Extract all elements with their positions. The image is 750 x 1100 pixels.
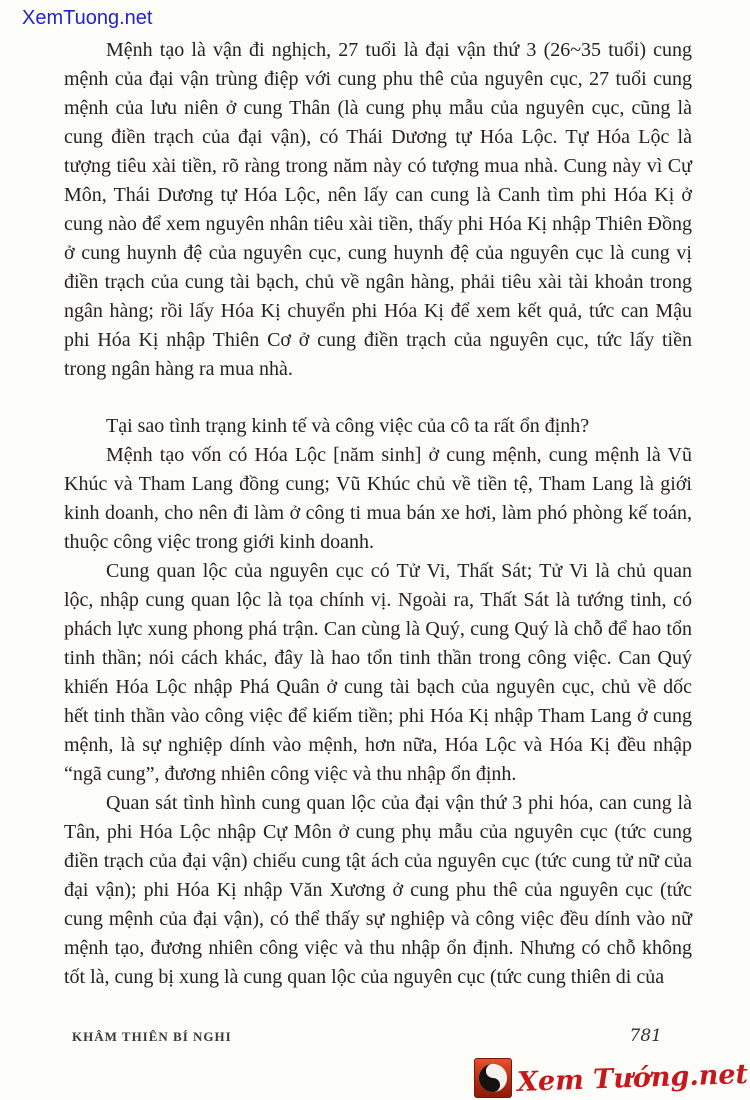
watermark-site-url: XemTuong.net	[22, 7, 153, 29]
body-paragraph: Mệnh tạo là vận đi nghịch, 27 tuổi là đại vận thứ 3 (26~35 tuổi) cung mệnh của đại vận trùng điệp với cung phu thê của nguyên cục, 27 tuổi cung mệnh của lưu niên ở cung Thân (là cung phụ mẫu của nguyên cục, cũng là cung điền trạch của đại vận), có Thái Dương tự Hóa Lộc. Tự Hóa Lộc là tượng tiêu xài tiền, rõ ràng trong năm này có tượng mua nhà. Cung này vì Cự Môn, Thái Dương tự Hóa Lộc, nên lấy can cung là Canh tìm phi Hóa Kị ở cung nào để xem nguyên nhân tiêu xài tiền, thấy phi Hóa Kị nhập Thiên Đồng ở cung huynh đệ của nguyên cục, cung huynh đệ của nguyên cục là cung vị điền trạch của cung tài bạch, chủ về ngân hàng, phải tiêu xài tài khoản trong ngân hàng; rồi lấy Hóa Kị chuyển phi Hóa Kị để xem kết quả, tức can Mậu phi Hóa Kị nhập Thiên Cơ ở cung điền trạch của nguyên cục, tức lấy tiền trong ngân hàng ra mua nhà.	[64, 39, 692, 380]
site-logo	[474, 1058, 748, 1098]
body-paragraph: Mệnh tạo vốn có Hóa Lộc [năm sinh] ở cung mệnh, cung mệnh là Vũ Khúc và Tham Lang đồng cung; Vũ Khúc chủ về tiền tệ, Tham Lang là giới kinh doanh, cho nên đi làm ở công ti mua bán xe hơi, làm phó phòng kế toán, thuộc công việc trong giới kinh doanh.	[64, 444, 692, 553]
page-footer	[72, 1026, 662, 1046]
body-paragraph: Cung quan lộc của nguyên cục có Tử Vi, Thất Sát; Tử Vi là chủ quan lộc, nhập cung quan lộc là tọa chính vị. Ngoài ra, Thất Sát là tướng tinh, có phách lực xung phong phá trận. Can cùng là Quý, cung Quý là chỗ để hao tổn tinh thần; nói cách khác, đây là hao tổn tinh thần trong công việc. Can Quý khiến Hóa Lộc nhập Phá Quân ở cung tài bạch của nguyên cục, chủ về dốc hết tinh thần vào công việc để kiếm tiền; phi Hóa Kị nhập Tham Lang ở cung mệnh, là sự nghiệp dính vào mệnh, hơn nữa, Hóa Lộc và Hóa Kị đều nhập “ngã cung”, đương nhiên công việc và thu nhập ổn định.	[64, 560, 692, 785]
running-footer-title: KHÂM THIÊN BÍ NGHI	[72, 1029, 232, 1044]
page-number: 781	[629, 1026, 662, 1046]
page-text	[64, 36, 692, 992]
yin-yang-icon	[474, 1058, 512, 1098]
question-paragraph: Tại sao tình trạng kinh tế và công việc của cô ta rất ổn định?	[106, 415, 590, 437]
logo-site-name: Xem Tướng.net	[516, 1058, 749, 1098]
body-paragraph: Quan sát tình hình cung quan lộc của đại vận thứ 3 phi hóa, can cung là Tân, phi Hóa Lộc nhập Cự Môn ở cung phụ mẫu của nguyên cục (tức cung điền trạch của đại vận) chiếu cung tật ách của nguyên cục (tức cung tử nữ của đại vận); phi Hóa Kị nhập Văn Xương ở cung phu thê của nguyên cục (tức cung mệnh của đại vận), có thể thấy sự nghiệp và công việc đều dính vào nữ mệnh tạo, đương nhiên công việc và thu nhập ổn định. Nhưng có chỗ không tốt là, cung bị xung là cung quan lộc của nguyên cục (tức cung thiên di của	[64, 792, 692, 988]
